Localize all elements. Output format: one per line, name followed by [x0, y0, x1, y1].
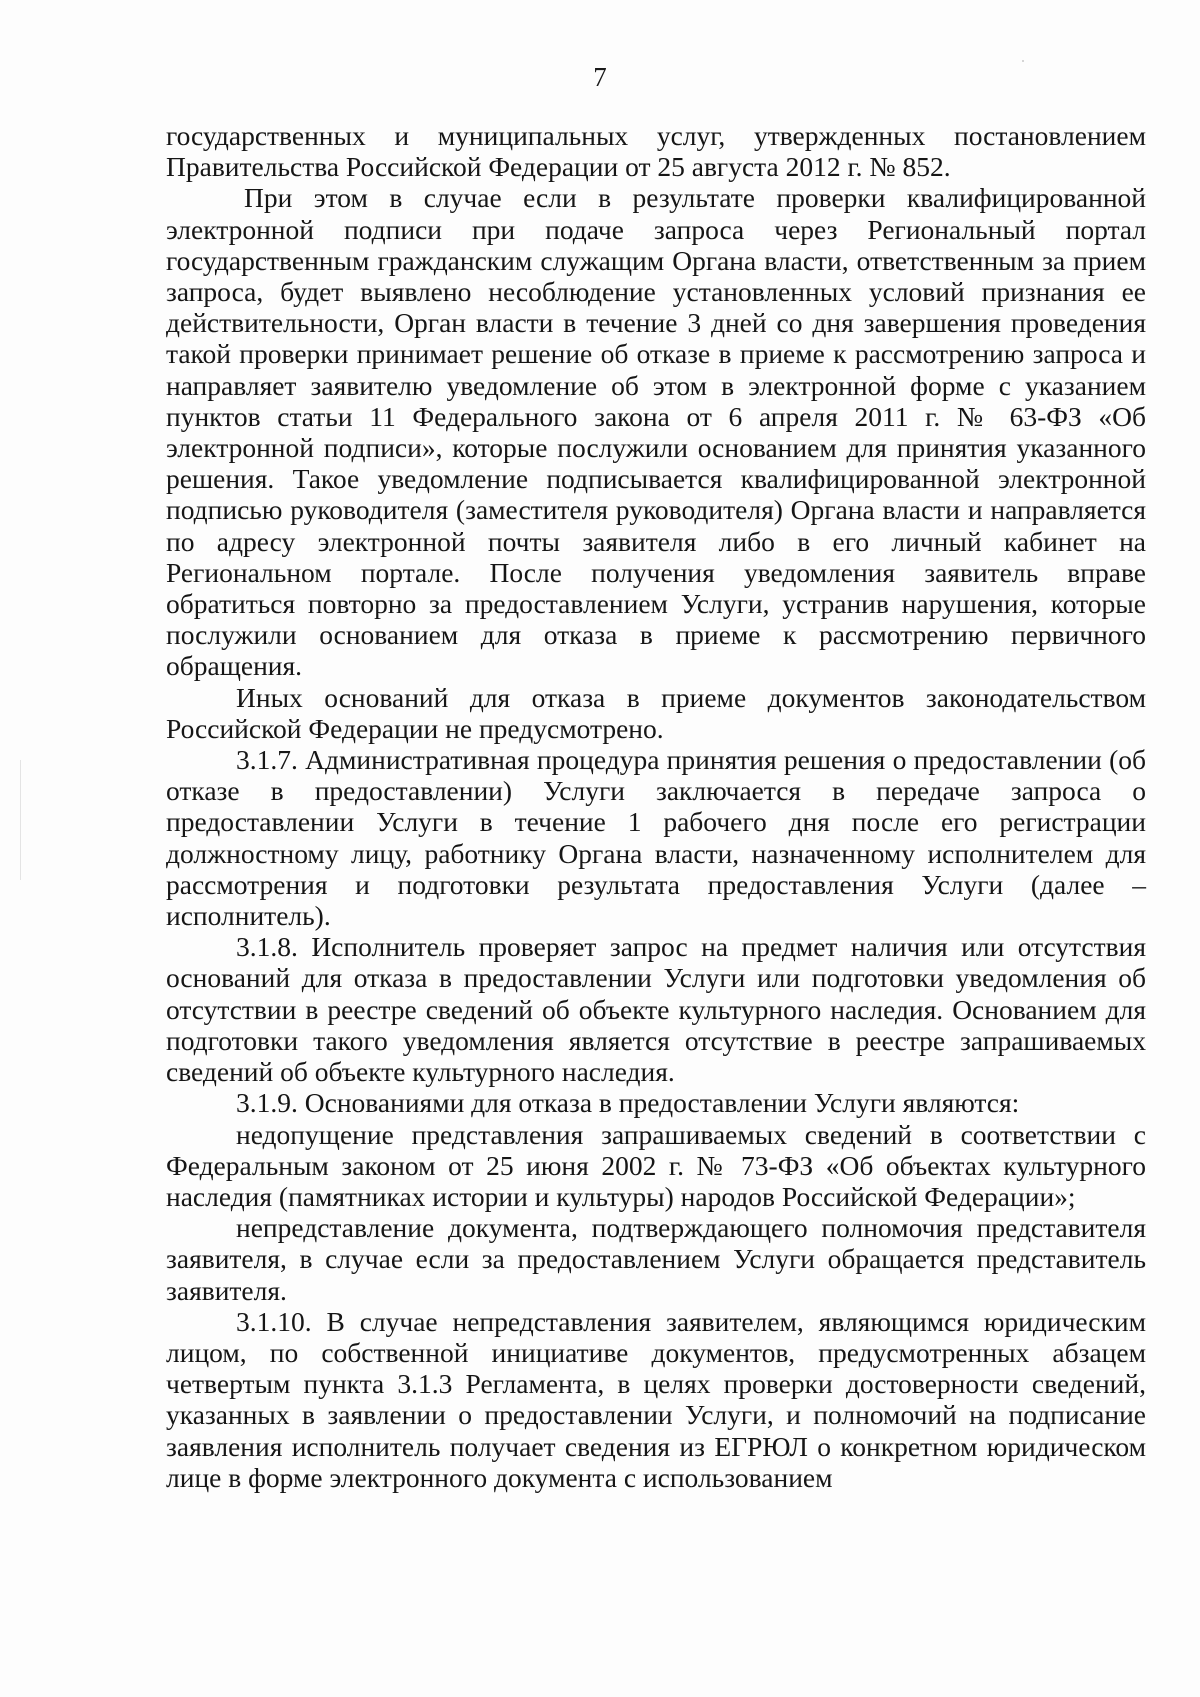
paragraph-continuation: государственных и муниципальных услуг, утвержденных постановлением Правительства Российской Федерации от 25 августа 2012 г. № 852. [166, 120, 1146, 183]
paragraph-3-1-9: 3.1.9. Основаниями для отказа в предоставлении Услуги являются: [236, 1087, 1020, 1119]
paragraph-ground-refusal-1: недопущение представления запрашиваемых сведений в соответствии с Федеральным законом от 25 июня 2002 г. № 73-ФЗ «Об объектах культурного наследия (памятниках истории и культуры) народов Российской Федерации»; [166, 1118, 1146, 1212]
page-number: 7 [593, 62, 607, 92]
document-body [166, 120, 1146, 1493]
paragraph-electronic-signature-check: При этом в случае если в результате проверки квалифицированной электронной подписи при подаче запроса через Региональный портал государственным гражданским служащим Органа власти, ответственным за прием запроса, будет выявлено несоблюдение установленных условий признания ее действительности, Орган власти в течение 3 дней со дня завершения проведения такой проверки принимает решение об отказе в приеме к рассмотрению запроса и направляет заявителю уведомление об этом в электронной форме с указанием пунктов статьи 11 Федерального закона от 6 апреля 2011 г. № 63-ФЗ «Об электронной подписи», которые послужили основанием для принятия указанного решения. Такое уведомление подписывается квалифицированной электронной подписью руководителя (заместителя руководителя) Органа власти и направляется по адресу электронной почты заявителя либо в его личный кабинет на Региональном портале. После получения уведомления заявитель вправе обратиться повторно за предоставлением Услуги, устранив нарушения, которые послужили основанием для отказа в приеме к рассмотрению первичного обращения. [166, 182, 1146, 682]
paragraph-ground-refusal-2: непредставление документа, подтверждающего полномочия представителя заявителя, в случае если за предоставлением Услуги обращается представитель заявителя. [166, 1212, 1146, 1306]
paragraph-3-1-8: 3.1.8. Исполнитель проверяет запрос на предмет наличия или отсутствия оснований для отказа в предоставлении Услуги или подготовки уведомления об отсутствии в реестре сведений об объекте культурного наследия. Основанием для подготовки такого уведомления является отсутствие в реестре запрашиваемых сведений об объекте культурного наследия. [166, 931, 1146, 1088]
paragraph-3-1-7: 3.1.7. Административная процедура принятия решения о предоставлении (об отказе в предоставлении) Услуги заключается в передаче запроса о предоставлении Услуги в течение 1 рабочего дня после его регистрации должностному лицу, работнику Органа власти, назначенному исполнителем для рассмотрения и подготовки результата предоставления Услуги (далее – исполнитель). [166, 744, 1146, 932]
scan-edge-mark [20, 760, 21, 880]
paragraph-no-other-grounds: Иных оснований для отказа в приеме документов законодательством Российской Федерации не предусмотрено. [166, 681, 1146, 744]
paragraph-3-1-10: 3.1.10. В случае непредставления заявителем, являющимся юридическим лицом, по собственной инициативе документов, предусмотренных абзацем четвертым пункта 3.1.3 Регламента, в целях проверки достоверности сведений, указанных в заявлении о предоставлении Услуги, и полномочий на подписание заявления исполнитель получает сведения из ЕГРЮЛ о конкретном юридическом лице в форме электронного документа с использованием [166, 1305, 1146, 1493]
